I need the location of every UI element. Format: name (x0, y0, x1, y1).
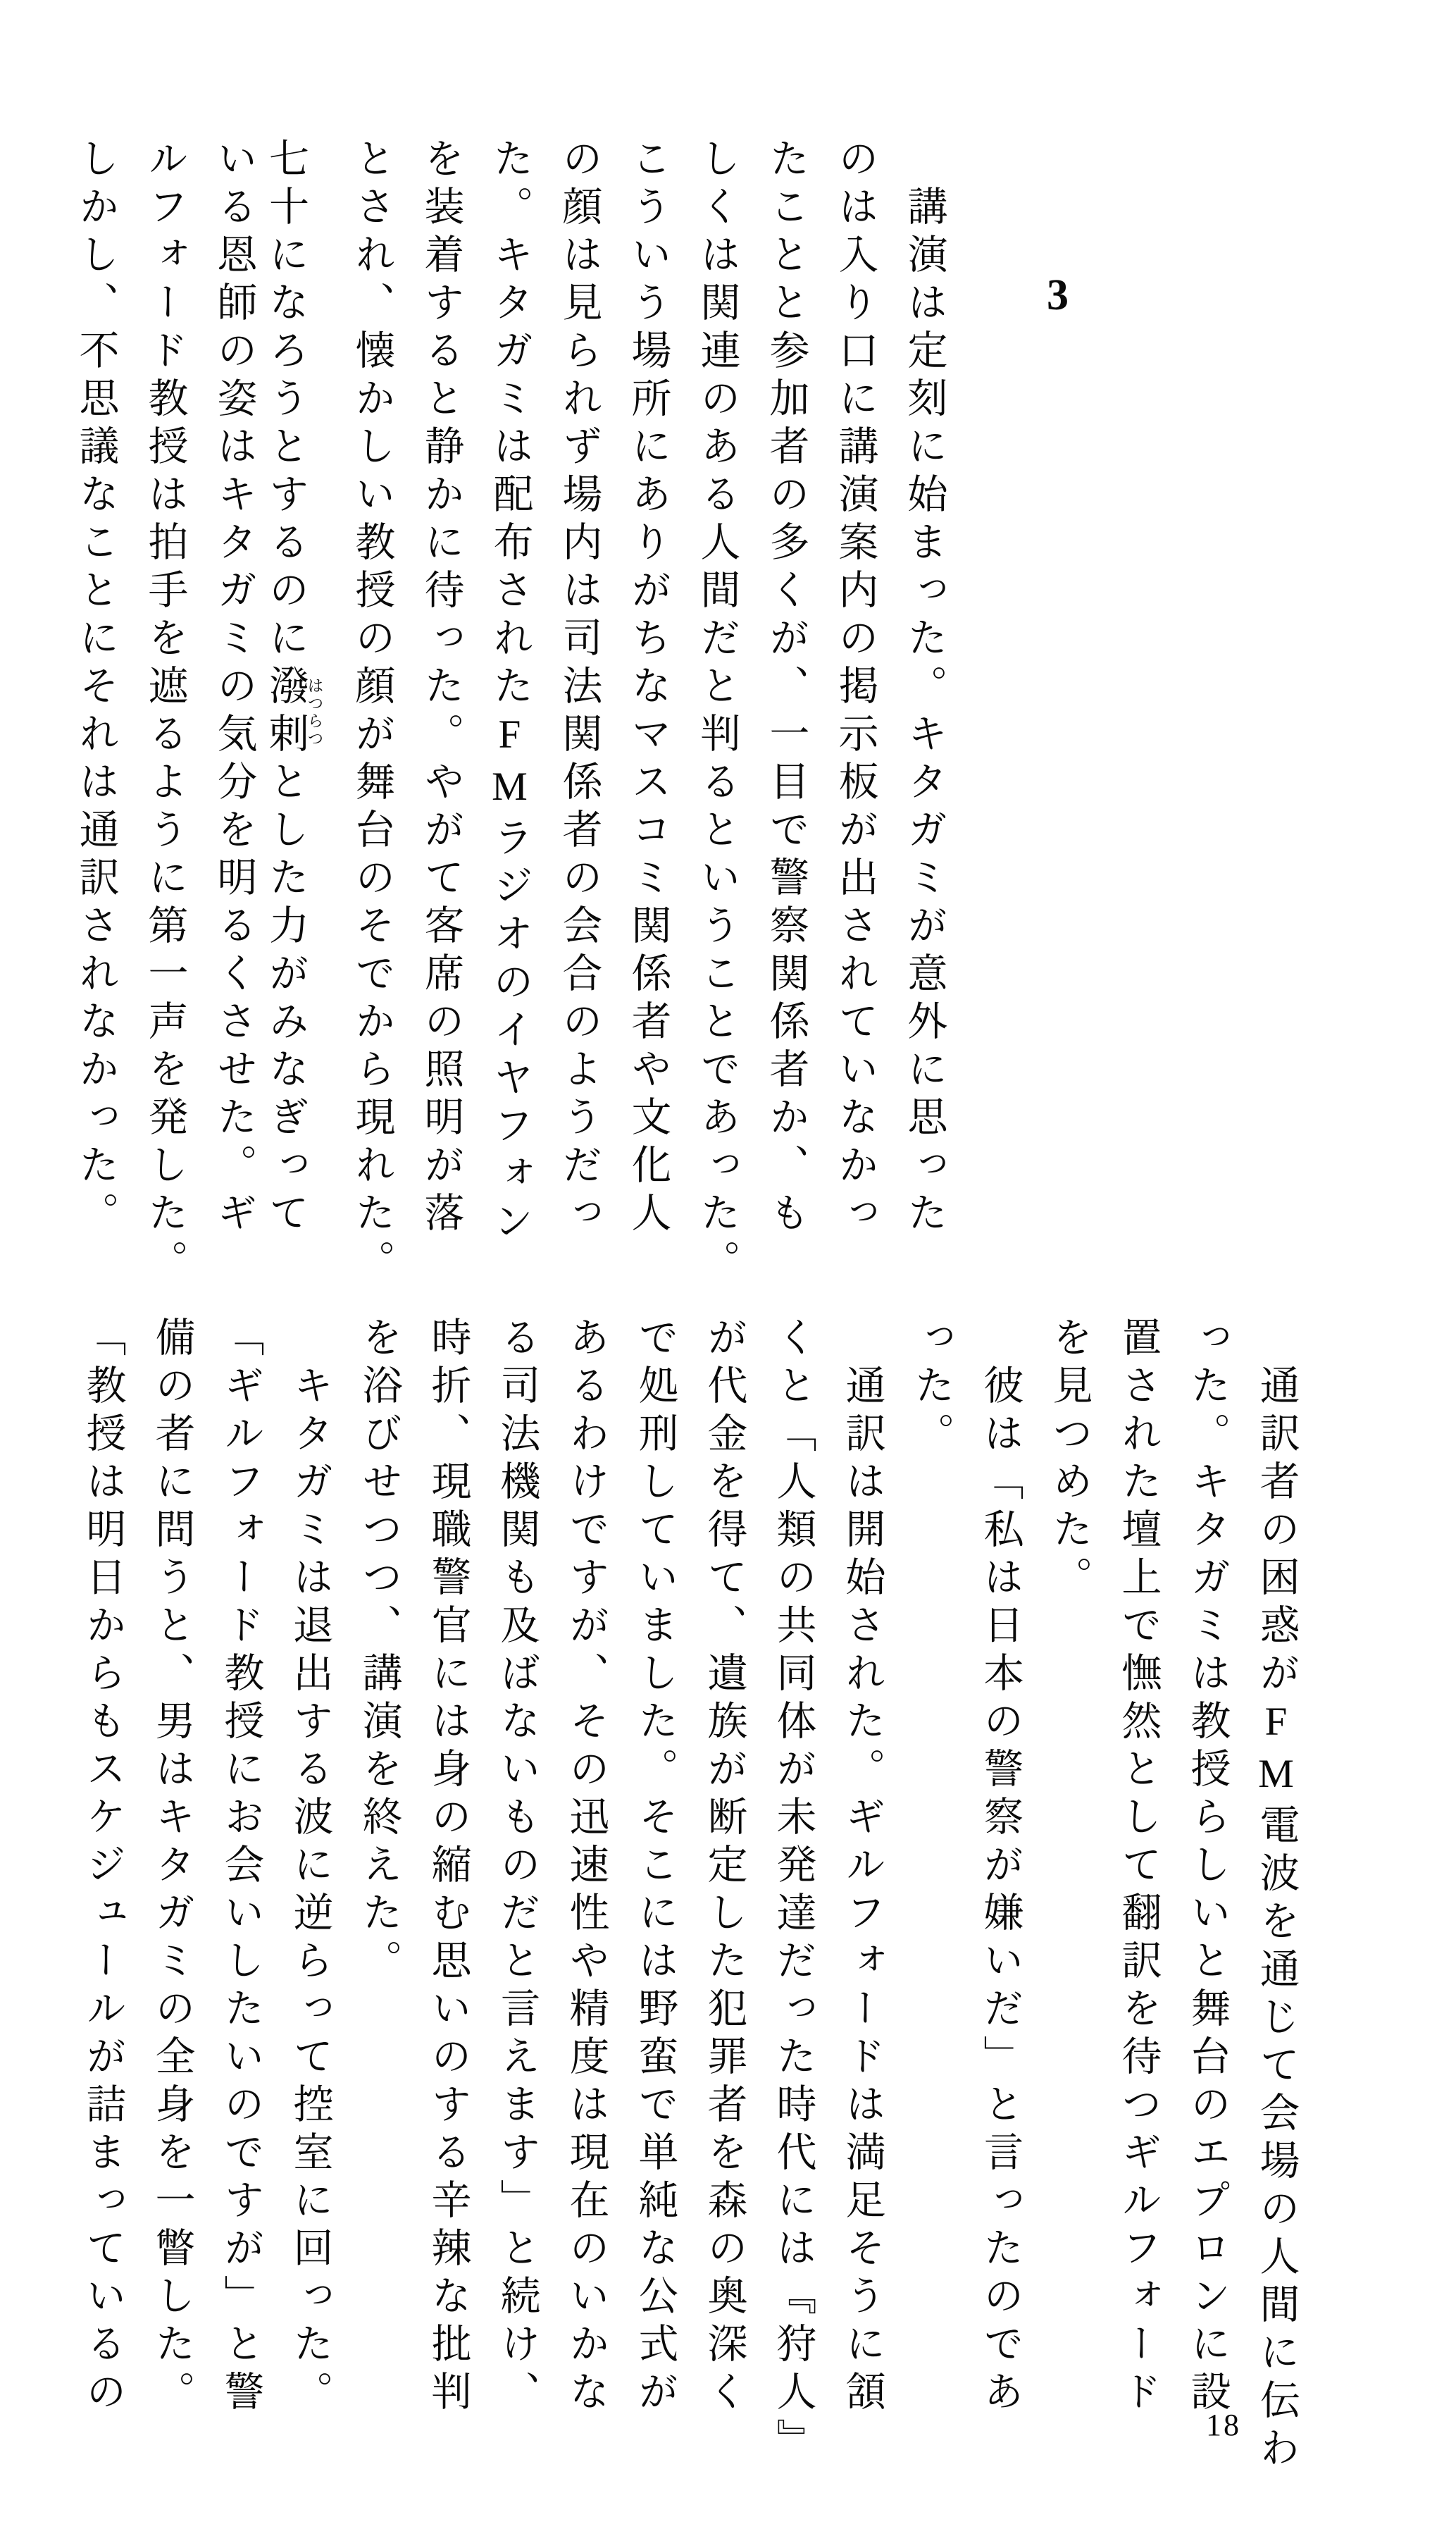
page-number: 18 (1206, 2408, 1241, 2442)
text-column: 講演は定刻に始まった。キタガミが意外に思った (902, 185, 946, 1239)
text-column: あるわけですが、その迅速性や精度は現在のいかな (564, 1316, 608, 2418)
text-column: った。キタガミは教授らしいと舞台のエプロンに設 (1185, 1316, 1229, 2418)
text-column: った。 (909, 1316, 953, 1460)
text-column: を見つめた。 (1047, 1316, 1091, 1604)
text-column: を装着すると静かに待った。やがて客席の照明が落 (418, 137, 463, 1239)
text-column: たことと参加者の多くが、一目で警察関係者か、も (764, 137, 808, 1239)
text-column: の顔は見られず場内は司法関係者の会合のようだっ (556, 137, 601, 1239)
text-column: 備の者に問うと、男はキタガミの全身を一瞥した。 (149, 1316, 194, 2418)
text-column: 通訳者の困惑がFM電波を通じて会場の人間に伝わ (1254, 1364, 1298, 2475)
text-column: 七十になろうとするのに潑剌はつらつとした力がみなぎって (263, 137, 323, 1239)
text-block-lower (54, 1316, 1296, 2486)
text-column: 置された壇上で憮然として翻訳を待つギルフォード (1116, 1316, 1160, 2418)
text-column: ルフォード教授は拍手を遮るように第一声を発した。 (142, 137, 187, 1287)
text-column: くと「人類の共同体が未発達だった時代には『狩人』 (771, 1316, 815, 2466)
text-column: 「ギルフォード教授にお会いしたいのですが」と警 (218, 1316, 263, 2418)
text-column: を浴びせつつ、講演を終えた。 (356, 1316, 401, 1987)
text-column: が代金を得て、遺族が断定した犯罪者を森の奥深く (702, 1316, 746, 2418)
text-block-upper (46, 137, 944, 1307)
chapter-number: 3 (1047, 271, 1069, 319)
text-column: 「教授は明日からもスケジュールが詰まっているの (80, 1316, 125, 2418)
text-column: キタガミは退出する波に逆らって控室に回った。 (287, 1364, 332, 2418)
text-column: こういう場所にありがちなマスコミ関係者や文化人 (626, 137, 670, 1239)
text-column: いる恩師の姿はキタガミの気分を明るくさせた。ギ (211, 137, 256, 1239)
text-column: しくは関連のある人間だと判るということであった。 (695, 137, 739, 1287)
text-column: る司法機関も及ばないものだと言えます」と続け、 (494, 1316, 539, 2418)
text-column: 彼は「私は日本の警察が嫌いだ」と言ったのであ (978, 1364, 1022, 2418)
text-column: のは入り口に講演案内の掲示板が出されていなかっ (833, 137, 877, 1239)
text-column: 通訳は開始された。ギルフォードは満足そうに頷 (840, 1364, 884, 2418)
text-column: で処刑していました。そこには野蛮で単純な公式が (633, 1316, 677, 2418)
text-column: しかし、不思議なことにそれは通訳されなかった。 (73, 137, 118, 1239)
text-column: た。キタガミは配布されたFMラジオのイヤフォン (487, 137, 532, 1248)
text-column: とされ、懐かしい教授の顔が舞台のそでから現れた。 (349, 137, 394, 1287)
text-column: 時折、現職警官には身の縮む思いのする辛辣な批判 (425, 1316, 470, 2418)
